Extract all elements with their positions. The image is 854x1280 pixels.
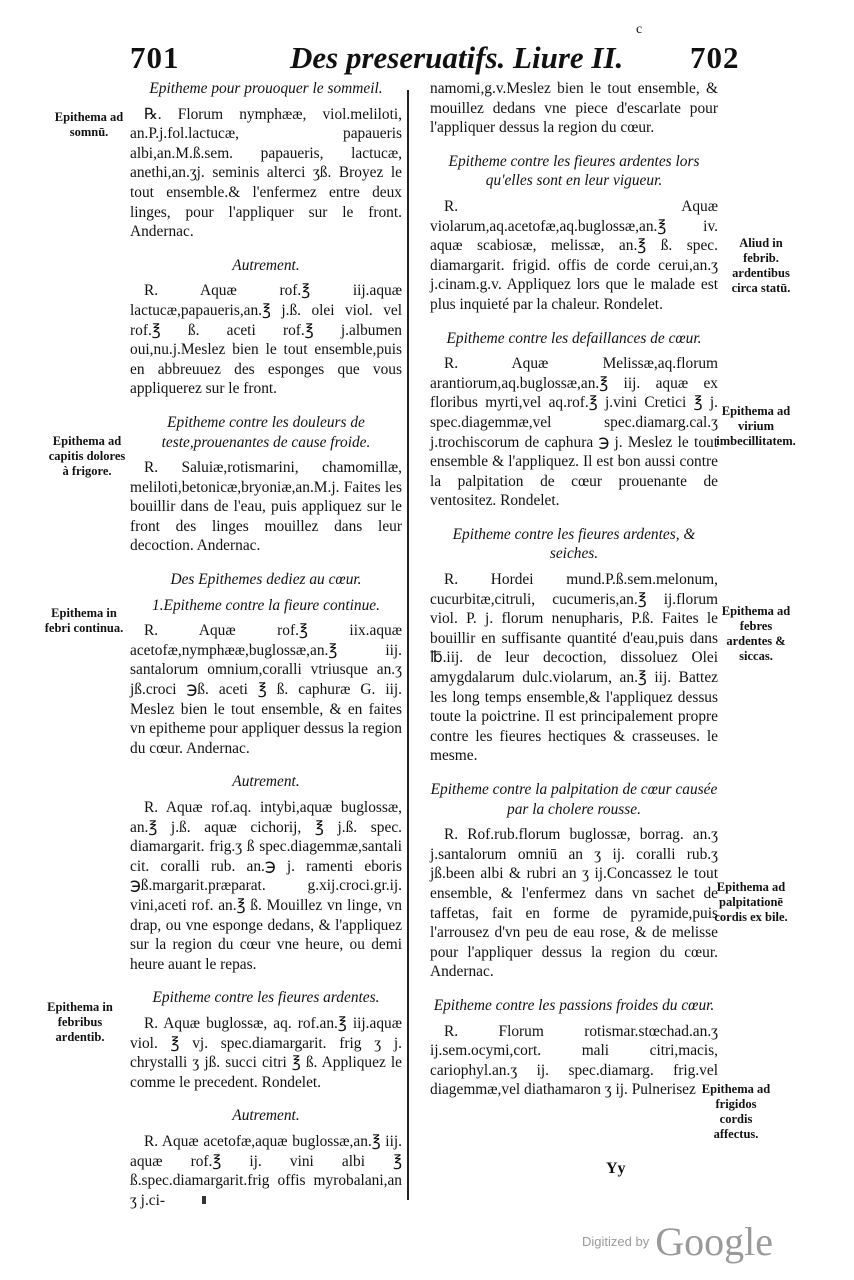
margin-note-right: Epithema ad frigidos cordis affectus. bbox=[701, 1082, 771, 1141]
recipe-ardentes-seiches: R. Hordei mund.P.ß.sem.melonum, cucurbitæ,citruli, cucumeris,an.℥ ij.florum viol. P. j. florum nenupharis, P.ß. Faites le bouillir en suffisante quantité d'eau,puis dans ℔.iij. de leur decoction, dissoluez Olei amygdalarum dulc.violarum, an.℥ iij. Battez les long temps ensemble,& l'appliquez dessus toute la poictrine. Il est principalement propre contre les fieures hectiques & crasseuses. le mesme. bbox=[430, 571, 718, 765]
recipe-sommeil: ℞. Florum nymphææ, viol.meliloti, an.P.j.fol.lactucæ, papaueris albi,an.M.ß.sem. papaueris, lactucæ, anethi,an.ʒj. seminis alterci ʒß. Broyez le tout ensemble.& l'enfermez entre deux linges, pour l'appliquer sur le front. Andernac. bbox=[130, 105, 402, 241]
heading-autrement-2: Autrement. bbox=[232, 773, 300, 791]
heading-palpitation: Epitheme contre la palpitation de cœur causée par la cholere rousse. bbox=[430, 781, 718, 818]
watermark-brand: Google bbox=[655, 1219, 773, 1264]
heading-autrement-1: Autrement. bbox=[232, 256, 300, 274]
right-page-number: 702 bbox=[690, 40, 740, 75]
recipe-fieures-ardentes: R. Aquæ buglossæ, aq. rof.an.℥ iij.aquæ viol. ℥ vj. spec.diamargarit. frig ʒ j. chrystalli ʒ jß. succi citri ℥ ß. Appliquez le comme le precedent. Rondelet. bbox=[130, 1014, 402, 1091]
google-watermark bbox=[582, 1218, 773, 1265]
recipe-fieure-continue: R. Aquæ rof.℥ iix.aquæ acetofæ,nymphææ,buglossæ,an.℥ iij. santalorum omnium,coralli vtriusque an.ʒ jß.croci ℈ß. aceti ℥ ß. caphuræ G. iij. Meslez bien le tout ensemble, & en faites vn epitheme pour appliquer dessus la region du cœur. Andernac. bbox=[130, 622, 402, 757]
heading-defaillances: Epitheme contre les defaillances de cœur. bbox=[446, 329, 702, 347]
recipe-defaillances: R. Aquæ Melissæ,aq.florum arantiorum,aq.buglossæ,an.℥ iij. aquæ ex floribus myrti,vel aq.rof.℥ j.vini Cretici ℥ j. spec.diagemmæ,vel spec.diamarg.cal.ʒ j.trochiscorum de caphura ℈ j. Meslez le tout ensemble & l'appliquez. Il est bon aussi contre la palpitation de cœur prouenante de ventositez. Rondelet. bbox=[430, 355, 718, 510]
recipe-autrement-1: R. Aquæ rof.℥ iij.aquæ lactucæ,papaueris,an.℥ j.ß. olei viol. vel rof.℥ ß. aceti rof.℥ j.albumen oui,nu.j.Meslez bien le tout ensemble,puis en abbreuuez des esponges que vous appliquerez sur le front. bbox=[130, 282, 402, 398]
heading-ardentes-vigueur: Epitheme contre les fieures ardentes lors qu'elles sont en leur vigueur. bbox=[448, 152, 700, 190]
watermark-prefix: Digitized by bbox=[582, 1234, 650, 1249]
heading-fieures-ardentes: Epitheme contre les fieures ardentes. bbox=[152, 989, 380, 1007]
ink-speck bbox=[202, 1196, 206, 1204]
margin-note-right: Aliud in febrib. ardentibus circa statū. bbox=[731, 236, 791, 295]
corner-mark: c bbox=[636, 22, 643, 37]
recipe-continued: namomi,g.v.Meslez bien le tout ensemble, & mouillez dedans vne piece d'escarlate pour l'appliquer dessus la region du cœur. bbox=[430, 80, 718, 137]
margin-note-left: Epithema in febri continua. bbox=[44, 606, 124, 635]
heading-autrement-3: Autrement. bbox=[232, 1107, 300, 1125]
recipe-passions-froides: R. Florum rotismar.stœchad.an.ʒ ij.sem.ocymi,cort. mali citri,macis, cariophyl.an.ʒ ij. spec.diamarg. frig.vel diagemmæ,vel diathamaron ʒ ij. Pulnerisez bbox=[430, 1022, 718, 1099]
margin-note-left: Epithema ad somnū. bbox=[54, 110, 124, 139]
heading-douleurs-teste: Epitheme contre les douleurs de teste,prouenantes de cause froide. bbox=[161, 413, 371, 451]
recipe-autrement-2: R. Aquæ rof.aq. intybi,aquæ buglossæ, an.℥ j.ß. aquæ cichorij, ℥ j.ß. spec. diamargarit. frig.ʒ ß spec.diagemmæ,santali cit. coralli rub. an.℈ j. ramenti eboris ℈ß.margarit.præparat. g.xij.croci.gr.ij. vini,aceti rof. an.℥ ß. Mouillez vn linge, vn drap, ou vne esponge dedans, & l'appliquez sur la region du cœur vne heure, ou demi heure auant le repas. bbox=[130, 799, 402, 973]
heading-passions-froides: Epitheme contre les passions froides du cœur. bbox=[433, 996, 715, 1014]
right-column bbox=[430, 79, 718, 1100]
margin-note-right: Epithema ad virium imbecillitatem. bbox=[716, 404, 796, 448]
margin-note-left: Epithema in febribus ardentib. bbox=[47, 1000, 113, 1044]
left-column bbox=[130, 79, 402, 1210]
heading-fieure-continue: 1.Epitheme contre la fieure continue. bbox=[152, 596, 380, 614]
heading-sommeil: Epitheme pour prouoquer le sommeil. bbox=[149, 80, 383, 97]
recipe-ardentes-vigueur: R. Aquæ violarum,aq.acetofæ,aq.buglossæ,an.℥ iv. aquæ scabiosæ, melissæ, an.℥ ß. spec. diamargarit. frigid. offis de corde cerui,an.ʒ j.cinam.g.v. Appliquez lors que le malade est plus inquieté par la chaleur. Rondelet. bbox=[430, 197, 718, 313]
section-heading-coeur: Des Epithemes dediez au cœur. bbox=[170, 571, 362, 589]
recipe-autrement-3: R. Aquæ acetofæ,aquæ buglossæ,an.℥ iij. aquæ rof.℥ ij. vini albi ℥ ß.spec.diamargarit.frig offis myrobalani,an ʒ j.ci- bbox=[130, 1132, 402, 1209]
recipe-palpitation: R. Rof.rub.florum buglossæ, borrag. an.ʒ j.santalorum omniū an ʒ ij. coralli rub.ʒ jß.been albi & rubri an ʒ ij.Concassez le tout ensemble, & l'enfermez dans vn sachet de taffetas, fait en forme de pyramide,puis l'arrousez d'vn peu de eau rose, & de melisse pour l'appliquer dessus la region du cœur. Andernac. bbox=[430, 826, 718, 981]
column-divider bbox=[407, 90, 409, 1200]
margin-note-right: Epithema ad febres ardentes & siccas. bbox=[721, 604, 791, 663]
running-title: Des preseruatifs. Liure II. bbox=[290, 40, 624, 75]
signature-mark: Yy bbox=[606, 1160, 626, 1177]
margin-note-right: Epithema ad palpitationē cordis ex bile. bbox=[714, 880, 788, 924]
heading-ardentes-seiches: Epitheme contre les fieures ardentes, & seiches. bbox=[452, 525, 696, 563]
recipe-douleurs-teste: R. Saluiæ,rotismarini, chamomillæ, meliloti,betonicæ,bryoniæ,an.M.j. Faites les bouillir dans de l'eau, puis appliquez sur le front des linges mouillez dans leur decoction. Andernac. bbox=[130, 459, 402, 555]
left-page-number: 701 bbox=[130, 40, 180, 75]
margin-note-left: Epithema ad capitis dolores à frigore. bbox=[48, 434, 126, 478]
